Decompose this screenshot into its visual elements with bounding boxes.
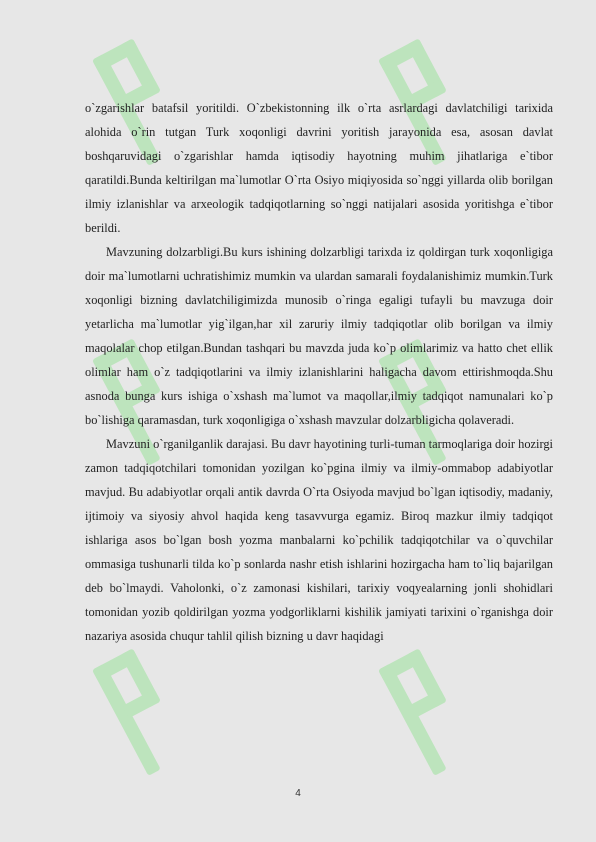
watermark-icon — [378, 640, 488, 800]
paragraph: Mavzuni o`rganilganlik darajasi. Bu davr hayotining turli-tuman tarmoqlariga doir hozirgi zamon tadqiqotchilari tomonidan yozilgan ko`pgina ilmiy va ilmiy-ommabop adabiyotlar mavjud. Bu adabiyotlar orqali antik davrda O`rta Osiyoda mavjud bo`lgan iqtisodiy, madaniy, ijtimoiy va siyosiy ahvol haqida keng tasavvurga egamiz. Biroq mazkur ilmiy tadqiqot ishlariga asos bo`lgan bosh yozma manbalarni ko`pchilik tadqiqotchilar va o`quvchilar ommasiga tushunarli tilda ko`p sonlarda nashr etish ishlarini hozirgacha ham to`liq bajarilgan deb bo`lmaydi. Vaholonki, o`z zamonasi kishilari, tarixiy voqyealarning jonli shohidlari tomonidan yozib qoldirilgan yozma yodgorliklarni kishilik jamiyati tarixini o`rganishga doir nazariya asosida chuqur tahlil qilish bizning u davr haqidagi — [85, 437, 553, 643]
paragraph: Mavzuning dolzarbligi.Bu kurs ishining dolzarbligi tarixda iz qoldirgan turk xoqonligiga doir ma`lumotlarni uchratishimiz mumkin va ulardan samarali foydalanishimiz mumkin.Turk xoqonligi bizning davlatchiligimizda munosib o`ringa egaligi tufayli bu mavzuga doir yetarlicha ma`lumotlar yig`ilgan,har xil zaruriy ilmiy tadqiqotlar olib borilgan va ilmiy maqolalar chop etilgan.Bundan tashqari bu mavzda juda ko`p olimlarimiz va hatto chet ellik olimlar ham o`z tadqiqotlarini va ilmiy izlanishlarini haligacha davom ettirishmoqda.Shu asnoda bunga kurs ishiga o`xshash ma`lumot va maqollar,ilmiy tadqiqot namunalari ko`p bo`lishiga qaramasdan, turk xoqonligiga o`xshash mavzular dolzarbligicha qolaveradi. — [85, 245, 553, 427]
watermark-icon — [92, 640, 202, 800]
page-number: 4 — [295, 788, 301, 799]
paragraph: o`zgarishlar batafsil yoritildi. O`zbekistonning ilk o`rta asrlardagi davlatchiligi tarixida alohida o`rin tutgan Turk xoqonligi davrini yoritish jarayonida esa, asosan davlat boshqaruvidagi o`zgarishlar hamda iqtisodiy hayotning muhim jihatlariga e`tibor qaratildi.Bunda keltirilgan ma`lumotlar O`rta Osiyo miqiyosida so`nggi yillarda olib borilgan ilmiy izlanishlar va arxeologik tadqiqotlarning so`nggi natijalari asosida yoritishga e`tibor berildi. — [85, 101, 553, 235]
body-text — [85, 96, 553, 648]
